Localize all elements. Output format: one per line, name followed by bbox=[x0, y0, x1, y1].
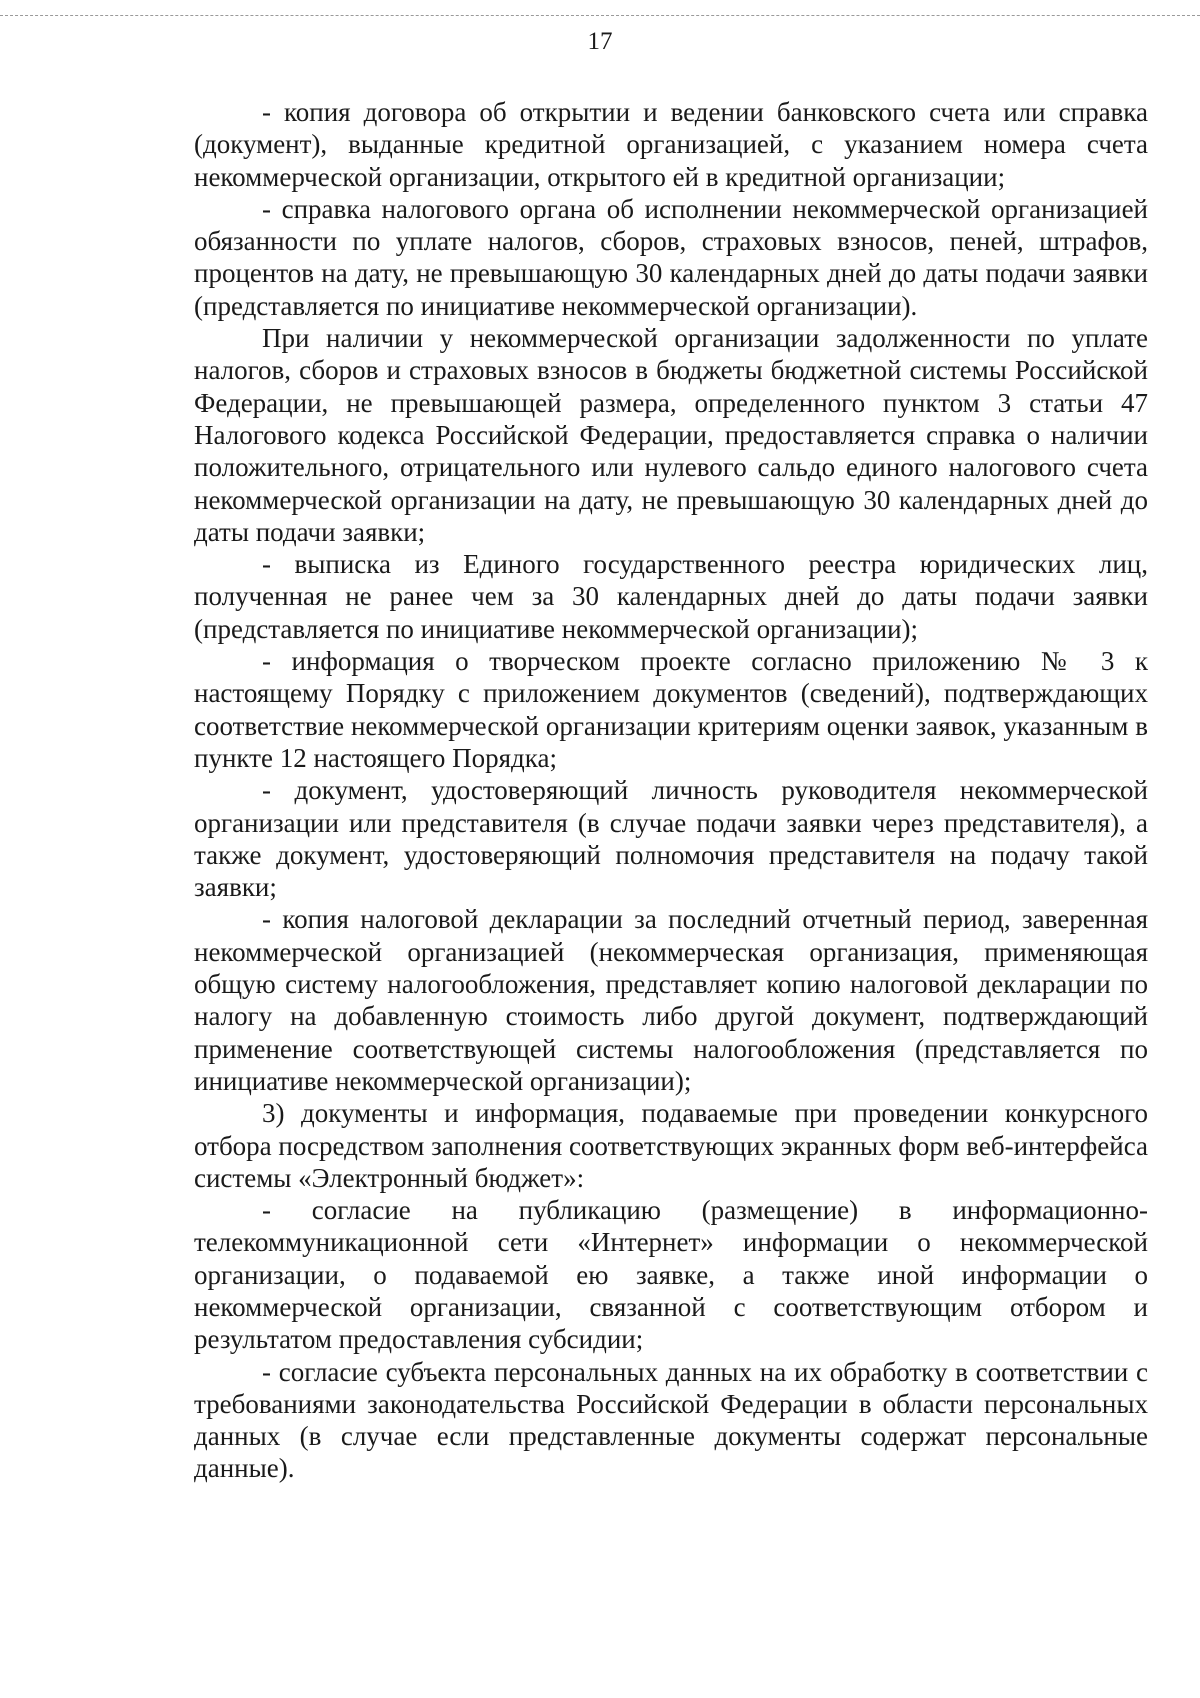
paragraph-tax-debt: При наличии у некоммерческой организации задолженности по уплате налогов, сборов и страховых взносов в бюджеты бюджетной системы Российской Федерации, не превышающей размера, определенного пунктом 3 статьи 47 Налогового кодекса Российской Федерации, предоставляется справка о наличии положительного, отрицательного или нулевого сальдо единого налогового счета некоммерческой организации на дату, не превышающую 30 календарных дней до даты подачи заявки; bbox=[194, 323, 1148, 547]
scan-border-line bbox=[0, 15, 1200, 16]
paragraph-tax-declaration: - копия налоговой декларации за последний отчетный период, заверенная некоммерческой организацией (некоммерческая организация, применяющая общую систему налогообложения, представляет копию налоговой декларации по налогу на добавленную стоимость либо другой документ, подтверждающий применение соответствующей системы налогообложения (представляется по инициативе некоммерческой организации); bbox=[194, 904, 1148, 1096]
paragraph-project-info: - информация о творческом проекте согласно приложению № 3 к настоящему Порядку с приложением документов (сведений), подтверждающих соответствие некоммерческой организации критериям оценки заявок, указанным в пункте 12 настоящего Порядка; bbox=[194, 646, 1148, 773]
paragraph-identity-document: - документ, удостоверяющий личность руководителя некоммерческой организации или представителя (в случае подачи заявки через представителя), а также документ, удостоверяющий полномочия представителя на подачу такой заявки; bbox=[194, 775, 1148, 903]
paragraph-personal-data-consent: - согласие субъекта персональных данных на их обработку в соответствии с требованиями законодательства Российской Федерации в области персональных данных (в случае если представленные документы содержат персональные данные). bbox=[194, 1356, 1148, 1484]
page-number: 17 bbox=[587, 28, 613, 55]
paragraph-publication-consent: - согласие на публикацию (размещение) в информационно-телекоммуникационной сети «Интернет» информации о некоммерческой организации, о подаваемой ею заявке, а также иной информации о некоммерческой организации, связанной с соответствующим отбором и результатом предоставления субсидии; bbox=[194, 1195, 1148, 1355]
paragraph-registry-extract: - выписка из Единого государственного реестра юридических лиц, полученная не ранее чем за 30 календарных дней до даты подачи заявки (представляется по инициативе некоммерческой организации); bbox=[194, 549, 1148, 644]
paragraph-tax-certificate: - справка налогового органа об исполнении некоммерческой организацией обязанности по уплате налогов, сборов, страховых взносов, пеней, штрафов, процентов на дату, не превышающую 30 календарных дней до даты подачи заявки (представляется по инициативе некоммерческой организации). bbox=[194, 193, 1148, 321]
document-body bbox=[194, 96, 1148, 1485]
paragraph-bank-account-copy: - копия договора об открытии и ведении банковского счета или справка (документ), выданные кредитной организацией, с указанием номера счета некоммерческой организации, открытого ей в кредитной организации; bbox=[194, 97, 1148, 192]
paragraph-electronic-budget: 3) документы и информация, подаваемые при проведении конкурсного отбора посредством заполнения соответствующих экранных форм веб-интерфейса системы «Электронный бюджет»: bbox=[194, 1098, 1148, 1193]
